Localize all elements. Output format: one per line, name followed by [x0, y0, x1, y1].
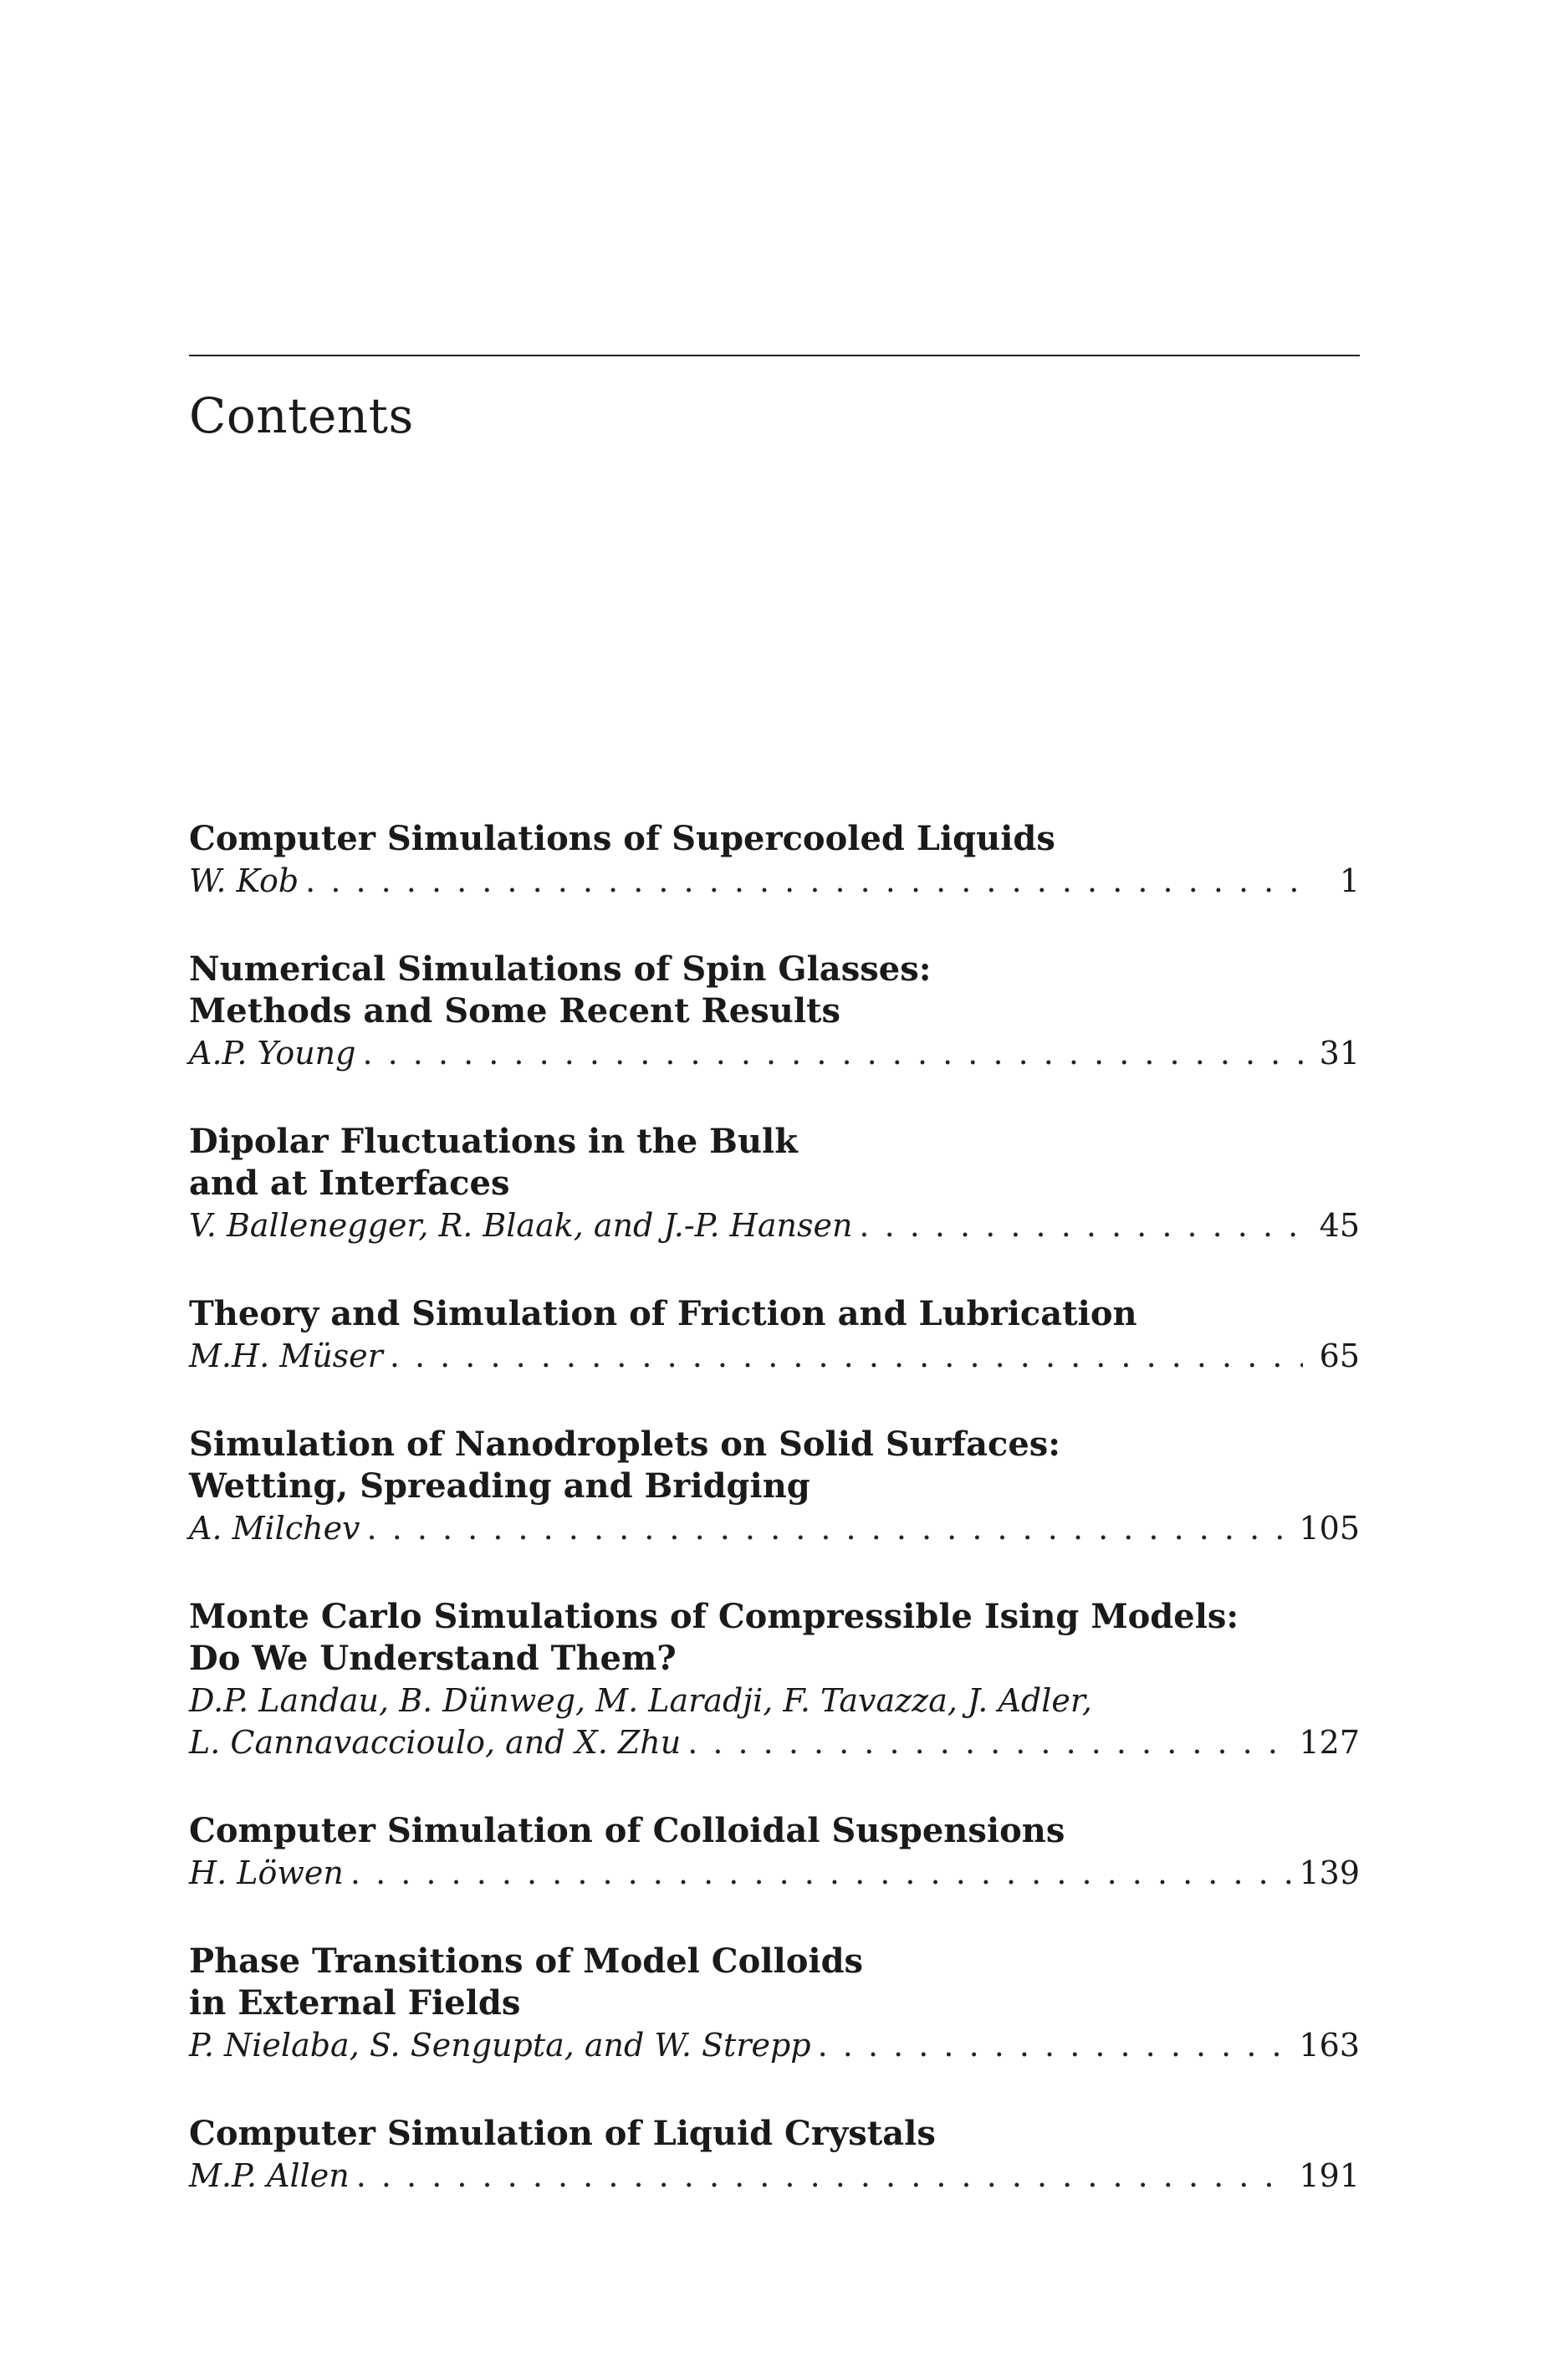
page-number[interactable]: 105 — [1299, 1510, 1360, 1547]
toc-entry[interactable] — [189, 1424, 1360, 1549]
page-number[interactable]: 163 — [1299, 2027, 1360, 2064]
entry-authors: P. Nielaba, S. Sengupta, and W. Strepp — [189, 2027, 811, 2064]
entry-title: Computer Simulations of Supercooled Liquids — [189, 819, 1055, 858]
header-rule — [189, 355, 1360, 356]
entry-title: Computer Simulation of Liquid Crystals — [189, 2114, 936, 2153]
entry-authors: M.H. Müser — [189, 1338, 383, 1374]
dot-leader — [818, 2024, 1293, 2066]
toc-entry[interactable] — [189, 818, 1360, 902]
entry-title: in External Fields — [189, 1983, 521, 2023]
toc-entry[interactable] — [189, 1941, 1360, 2066]
toc-entry[interactable] — [189, 1810, 1360, 1894]
toc-entry[interactable] — [189, 949, 1360, 1074]
entry-authors: V. Ballenegger, R. Blaak, and J.-P. Hansen — [189, 1207, 853, 1244]
entry-title: Do We Understand Them? — [189, 1639, 677, 1678]
entry-author-row — [189, 1852, 1360, 1894]
page-title: Contents — [189, 387, 414, 444]
entry-authors: M.P. Allen — [189, 2157, 350, 2194]
entry-title: Dipolar Fluctuations in the Bulk — [189, 1122, 798, 1161]
table-of-contents — [189, 818, 1360, 2243]
dot-leader — [367, 1507, 1293, 1549]
dot-leader — [687, 1721, 1292, 1763]
entry-authors: A. Milchev — [189, 1510, 360, 1547]
entry-author-row — [189, 2155, 1360, 2197]
toc-entry[interactable] — [189, 1293, 1360, 1377]
page-number[interactable]: 127 — [1299, 1724, 1360, 1761]
page-number[interactable]: 1 — [1339, 862, 1360, 899]
entry-title: Computer Simulation of Colloidal Suspensions — [189, 1811, 1065, 1850]
entry-title: and at Interfaces — [189, 1164, 510, 1203]
toc-entry[interactable] — [189, 1121, 1360, 1246]
entry-title: Simulation of Nanodroplets on Solid Surfaces: — [189, 1425, 1061, 1464]
entry-author-row — [189, 1335, 1360, 1377]
entry-author-row — [189, 2024, 1360, 2066]
entry-authors: L. Cannavaccioulo, and X. Zhu — [189, 1724, 682, 1761]
entry-title: Methods and Some Recent Results — [189, 991, 841, 1031]
entry-title: Phase Transitions of Model Colloids — [189, 1941, 864, 1981]
entry-author-row — [189, 1032, 1360, 1074]
dot-leader — [356, 2155, 1293, 2197]
entry-title: Wetting, Spreading and Bridging — [189, 1466, 810, 1506]
page-number[interactable]: 65 — [1319, 1338, 1360, 1374]
entry-authors: A.P. Young — [189, 1035, 356, 1072]
entry-title: Monte Carlo Simulations of Compressible Ising Models: — [189, 1597, 1239, 1636]
dot-leader — [362, 1032, 1303, 1074]
dot-leader — [390, 1335, 1303, 1377]
entry-author-row — [189, 860, 1360, 902]
page-number[interactable]: 45 — [1319, 1207, 1360, 1244]
toc-entry[interactable] — [189, 1596, 1360, 1763]
entry-authors: H. Löwen — [189, 1854, 344, 1891]
dot-leader — [305, 860, 1303, 902]
entry-authors: D.P. Landau, B. Dünweg, M. Laradji, F. Tavazza, J. Adler, — [189, 1682, 1092, 1719]
entry-title: Numerical Simulations of Spin Glasses: — [189, 949, 932, 989]
entry-title: Theory and Simulation of Friction and Lubrication — [189, 1294, 1137, 1333]
entry-author-row — [189, 1721, 1360, 1763]
toc-entry[interactable] — [189, 2113, 1360, 2197]
dot-leader — [859, 1205, 1303, 1246]
page-number[interactable]: 31 — [1319, 1035, 1360, 1072]
entry-author-row — [189, 1507, 1360, 1549]
entry-author-row — [189, 1205, 1360, 1246]
page-number[interactable]: 191 — [1299, 2157, 1360, 2194]
dot-leader — [350, 1852, 1293, 1894]
page-number[interactable]: 139 — [1299, 1854, 1360, 1891]
entry-authors: W. Kob — [189, 862, 299, 899]
